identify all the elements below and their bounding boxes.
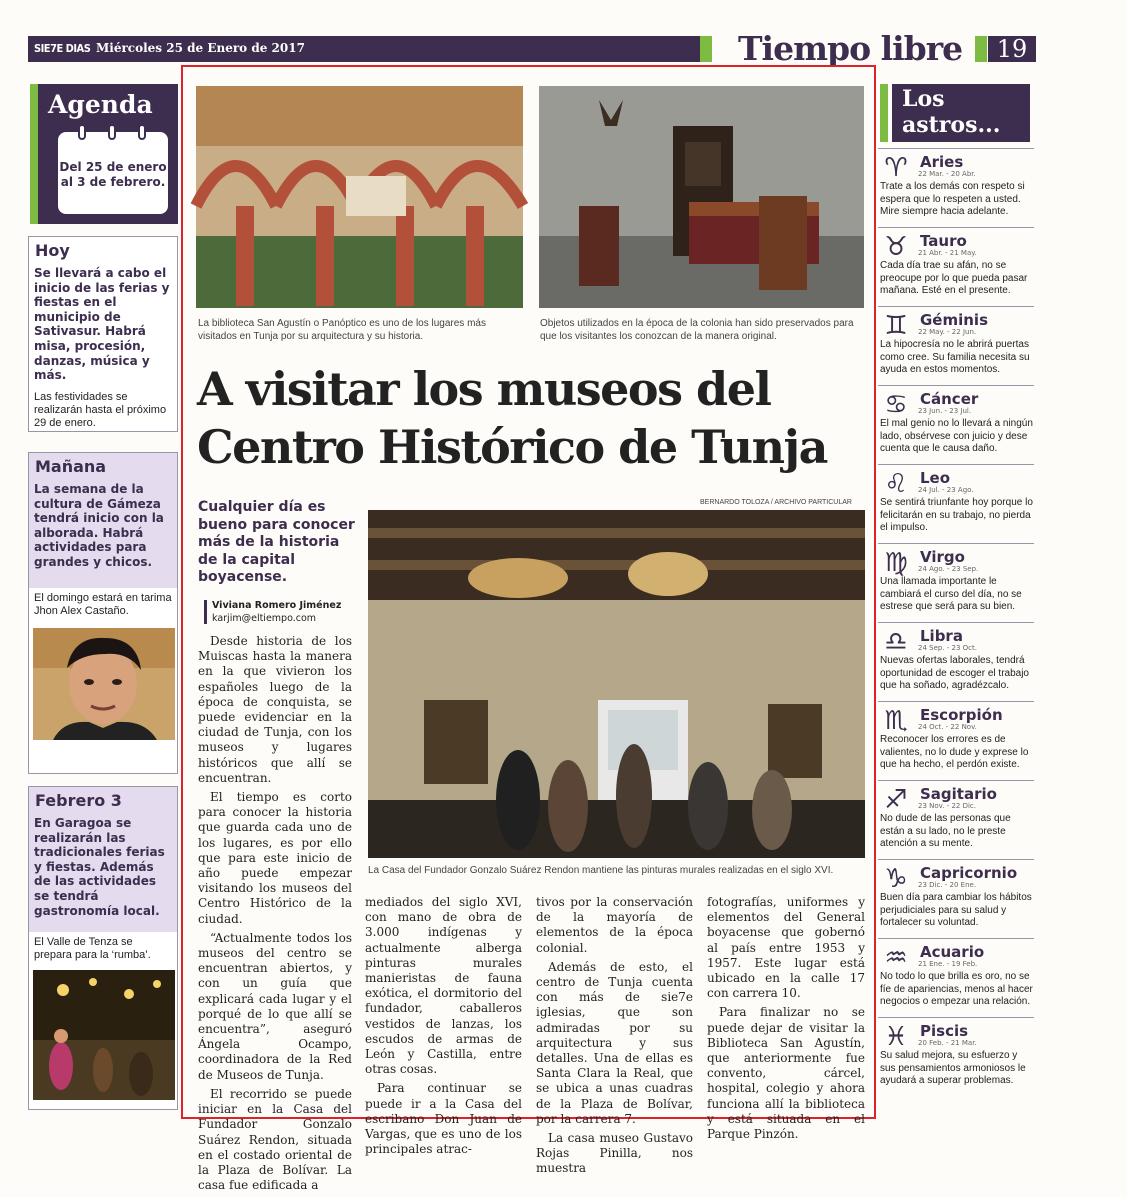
gemini-icon: ♊	[884, 311, 908, 341]
article-column-3	[536, 895, 693, 1181]
libra-icon: ♎	[884, 627, 908, 657]
cancer-icon: ♋	[884, 390, 908, 420]
event-note: El domingo estará en tarima Jhon Alex Castaño.	[29, 588, 177, 622]
article-column-4	[707, 895, 865, 1146]
pisces-icon: ♓	[884, 1022, 908, 1052]
calendar-ring	[108, 124, 116, 140]
sign-name: Tauro	[920, 232, 967, 250]
sign-name: Piscis	[920, 1022, 969, 1040]
byline-email: karjim@eltiempo.com	[212, 613, 317, 624]
scorpio-icon: ♏	[884, 706, 908, 736]
event-note: Las festividades se realizarán hasta el próximo 29 de enero.	[34, 390, 167, 429]
taurus-icon: ♉	[884, 232, 908, 262]
paragraph: El tiempo es corto para conocer la historia que guarda cada uno de los lugares, es por ello que para este inicio de año puede empezar visitando los museos del Centro Histórico de la ciudad.	[198, 790, 352, 926]
paragraph: Para finalizar no se puede dejar de visitar la Biblioteca San Agustín, que anteriormente fue convento, cárcel, hospital, colegio y ahora funciona allí la biblioteca y está situada en el Parque Pinzón.	[707, 1005, 865, 1142]
sign-sagitario	[878, 780, 1034, 859]
sign-name: Cáncer	[920, 390, 979, 408]
sign-dates: 22 May. - 22 Jun.	[918, 328, 977, 336]
sign-capricornio	[878, 859, 1034, 938]
issue-date: Miércoles 25 de Enero de 2017	[96, 41, 305, 55]
sign-dates: 21 Ene. - 19 Feb.	[918, 960, 978, 968]
sign-text: Una llamada importante le cambiará el curso del día, no se estrese que será para su bien.	[880, 576, 1022, 612]
sign-name: Aries	[920, 153, 964, 171]
sign-acuario	[878, 938, 1034, 1017]
aquarius-icon: ♒	[884, 943, 908, 973]
header-accent	[700, 36, 712, 62]
agenda-box	[30, 84, 178, 224]
article-column-2	[365, 895, 522, 1161]
sign-text: Su salud mejora, su esfuerzo y sus pensamientos armoniosos le ayudará a superar problemas.	[880, 1050, 1026, 1086]
horoscope-accent	[880, 84, 888, 142]
photo-caption: Objetos utilizados en la época de la colonia han sido preservados para que los visitantes los conozcan de la manera original.	[540, 318, 854, 342]
calendar-ring	[78, 124, 86, 140]
capricorn-icon: ♑	[884, 864, 908, 894]
sign-text: No dude de las personas que están a su lado, no le preste atención a su mente.	[880, 813, 1011, 849]
byline-author: Viviana Romero Jiménez	[212, 600, 342, 611]
paragraph: mediados del siglo XVI, con mano de obra de 3.000 indígenas y actualmente alberga pinturas murales manieristas de fauna exótica, el dormitorio del fundador, caballeros vestidos de lanzas, los escudos de armas de León y Castilla, entre otras cosas.	[365, 895, 522, 1077]
sign-dates: 24 Jul. - 23 Ago.	[918, 486, 974, 494]
colonial-room-photo	[539, 86, 864, 308]
sagittarius-icon: ♐	[884, 785, 908, 815]
sign-leo	[878, 464, 1034, 543]
byline-accent	[204, 600, 207, 624]
sign-dates: 24 Sep. - 23 Oct.	[918, 644, 977, 652]
leo-icon: ♌	[884, 469, 908, 499]
sign-name: Capricornio	[920, 864, 1018, 882]
aries-icon: ♈	[884, 153, 908, 183]
sign-dates: 21 Abr. - 21 May.	[918, 249, 977, 257]
event-body: La semana de la cultura de Gámeza tendrá inicio con la alborada. Habrá actividades para grandes y chicos.	[29, 480, 177, 588]
sign-text: No todo lo que brilla es oro, no se fíe de apariencias, menos al hacer negocios o empezar una relación.	[880, 971, 1033, 1007]
event-title: Febrero 3	[29, 787, 177, 814]
sign-cáncer	[878, 385, 1034, 464]
portrait-photo	[33, 628, 173, 740]
sign-text: El mal genio no lo llevará a ningún lado, obsérvese con juicio y dese cuenta que le causa daño.	[880, 418, 1033, 454]
paragraph: “Actualmente todos los museos del centro se encuentran abiertos, y con un guía que explicará cada lugar y el porqué de lo que allí se encuentra”, aseguró Ángela Ocampo, coordinadora de la Red de Museos de Tunja.	[198, 930, 352, 1082]
sign-text: La hipocresía no le abrirá puertas como cree. Su familia necesita su ayuda en estos momentos.	[880, 339, 1030, 375]
sign-text: Se sentirá triunfante hoy porque lo felicitarán en su trabajo, no pierda el impulso.	[880, 497, 1033, 533]
sign-dates: 23 Nov. - 22 Dic.	[918, 802, 976, 810]
paragraph: Para continuar se puede ir a la Casa del escribano Don Juan de Vargas, que es uno de los principales atrac-	[365, 1081, 522, 1157]
agenda-title: Agenda	[48, 90, 153, 119]
virgo-icon: ♍	[884, 548, 908, 578]
sign-géminis	[878, 306, 1034, 385]
paragraph: Desde historia de los Muiscas hasta la manera en la que vivieron los españoles luego de la época de conquista, se puede evidenciar en la ciudad de Tunja, con los museos y lugares históricos que allí se encuentran.	[198, 634, 352, 785]
event-box-hoy	[28, 236, 178, 432]
sign-aries	[878, 148, 1034, 227]
calendar-icon	[58, 132, 168, 214]
sign-text: Reconocer los errores es de valientes, no lo dude y exprese lo que ha hecho, el perdón existe.	[880, 734, 1029, 770]
sign-escorpión	[878, 701, 1034, 780]
page-number-accent	[975, 36, 987, 62]
sign-dates: 23 Dic. - 20 Ene.	[918, 881, 977, 889]
event-body: En Garagoa se realizarán las tradicionales ferias y fiestas. Además de las actividades se tendrá gastronomía local.	[29, 814, 177, 932]
event-body: Se llevará a cabo el inicio de las ferias y fiestas en el municipio de Sativasur. Habrá misa, procesión, danzas, música y más.	[34, 266, 170, 383]
founder-house-photo	[368, 510, 865, 858]
paragraph: tivos por la conservación de la mayoría de elementos de la época colonial.	[536, 895, 693, 955]
paragraph: La casa museo Gustavo Rojas Pinilla, nos muestra	[536, 1131, 693, 1176]
page-number: 19	[988, 36, 1036, 62]
sign-libra	[878, 622, 1034, 701]
event-title: Mañana	[29, 453, 177, 480]
agenda-date-range: Del 25 de enero al 3 de febrero.	[59, 160, 167, 189]
sign-dates: 22 Mar. - 20 Abr.	[918, 170, 976, 178]
sign-text: Cada día trae su afán, no se preocupe por lo que pueda pasar mañana. Esté en el presente.	[880, 260, 1028, 296]
calendar-ring	[138, 124, 146, 140]
sign-name: Sagitario	[920, 785, 997, 803]
event-box-febrero	[28, 786, 178, 1110]
sign-text: Nuevas ofertas laborales, tendrá oportunidad de escoger el trabajo que ha soñado, agradézcalo.	[880, 655, 1029, 691]
publication-name: SIE7E DIAS	[34, 42, 91, 55]
paragraph: fotografías, uniformes y elementos del General boyacense que gobernó al país entre 1953 y 1957. Este lugar está ubicado en la calle 17 con carrera 10.	[707, 895, 865, 1001]
headline: A visitar los museos del Centro Histórico de Tunja	[197, 362, 827, 474]
sign-name: Leo	[920, 469, 951, 487]
festival-photo	[33, 970, 173, 1100]
library-cloister-photo	[196, 86, 523, 308]
photo-caption: La Casa del Fundador Gonzalo Suárez Rendon mantiene las pinturas murales realizadas en el siglo XVI.	[368, 865, 834, 876]
sign-text: Trate a los demás con respeto si espera que lo respeten a usted. Mire siempre hacia adelante.	[880, 181, 1025, 217]
sign-text: Buen día para cambiar los hábitos perjudiciales para su salud y fortalecer su voluntad.	[880, 892, 1032, 928]
sign-tauro	[878, 227, 1034, 306]
sign-name: Escorpión	[920, 706, 1003, 724]
event-box-manana	[28, 452, 178, 774]
agenda-accent	[30, 84, 38, 224]
page-header-bar	[28, 36, 712, 62]
sign-virgo	[878, 543, 1034, 622]
sign-dates: 20 Feb. - 21 Mar.	[918, 1039, 977, 1047]
sign-name: Libra	[920, 627, 963, 645]
sign-dates: 23 Jun. - 23 Jul.	[918, 407, 972, 415]
sign-dates: 24 Ago. - 23 Sep.	[918, 565, 979, 573]
photo-caption: La biblioteca San Agustín o Panóptico es uno de los lugares más visitados en Tunja por su arquitectura y su historia.	[198, 318, 486, 342]
article-column-1	[198, 634, 352, 1197]
event-title: Hoy	[35, 241, 70, 260]
sign-name: Acuario	[920, 943, 985, 961]
sign-name: Géminis	[920, 311, 989, 329]
article-deck: Cualquier día es bueno para conocer más de la historia de la capital boyacense.	[198, 499, 355, 585]
sign-piscis	[878, 1017, 1034, 1096]
paragraph: Además de esto, el centro de Tunja cuenta con más de sie7e iglesias, que son admiradas por su arquitectura y sus detalles. Una de ellas es Santa Clara la Real, que se ubica a unas cuadras de la Plaza de Bolívar, por la carrera 7.	[536, 959, 693, 1126]
photo-credit: BERNARDO TOLOZA / ARCHIVO PARTICULAR	[700, 499, 852, 506]
sign-dates: 24 Oct. - 22 Nov.	[918, 723, 977, 731]
paragraph: El recorrido se puede iniciar en la Casa del Fundador Gonzalo Suárez Rendon, situada en el costado oriental de la Plaza de Bolívar. La casa fue edificada a	[198, 1086, 352, 1193]
event-note: El Valle de Tenza se prepara para la ‘rumba’.	[29, 932, 177, 966]
sign-name: Virgo	[920, 548, 965, 566]
horoscope-title: Los astros...	[892, 84, 1030, 142]
section-title: Tiempo libre	[738, 29, 963, 68]
